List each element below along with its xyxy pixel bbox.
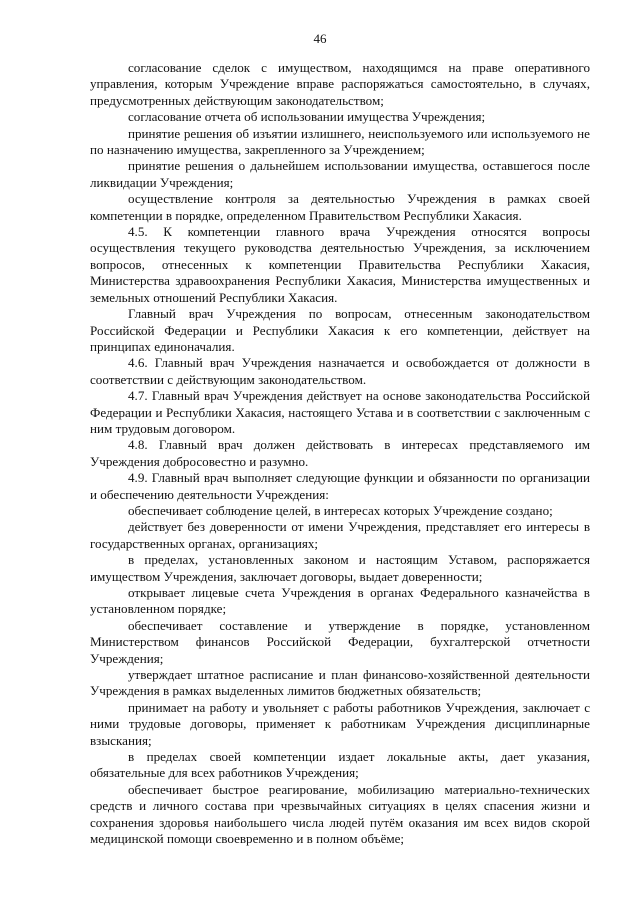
paragraph: согласование сделок с имуществом, находящимся на праве оперативного управления, которым Учреждение вправе распоряжаться самостоятельно, в случаях, предусмотренных действующим законодательством; [90,60,590,108]
paragraph: в пределах, установленных законом и настоящим Уставом, распоряжается имуществом Учреждения, заключает договоры, выдает доверенности; [90,552,590,584]
paragraph: принимает на работу и увольняет с работы работников Учреждения, заключает с ними трудовые договоры, применяет к работникам Учреждения дисциплинарные взыскания; [90,699,590,748]
paragraph: осуществление контроля за деятельностью Учреждения в рамках своей компетенции в порядке, определенном Правительством Республики Хакасия. [90,191,590,223]
paragraph: 4.8. Главный врач должен действовать в интересах представляемого им Учреждения добросовестно и разумно. [90,437,590,469]
document-body [90,60,590,848]
paragraph: 4.6. Главный врач Учреждения назначается и освобождается от должности в соответствии с действующим законодательством. [90,355,590,387]
paragraph: Главный врач Учреждения по вопросам, отнесенным законодательством Российской Федерации и Республики Хакасия к его компетенции, действует на принципах единоначалия. [90,306,590,354]
paragraph: принятие решения о дальнейшем использовании имущества, оставшегося после ликвидации Учреждения; [90,158,590,190]
page-number: 46 [313,31,327,46]
paragraph: в пределах своей компетенции издает локальные акты, дает указания, обязательные для всех работников Учреждения; [90,749,590,781]
paragraph: обеспечивает составление и утверждение в порядке, установленном Министерством финансов Российской Федерации, бухгалтерской отчетности Учреждения; [90,617,590,666]
paragraph: утверждает штатное расписание и план финансово-хозяйственной деятельности Учреждения в рамках выделенных лимитов бюджетных обязательств; [90,667,590,699]
paragraph: принятие решения об изъятии излишнего, неиспользуемого или используемого не по назначению имущества, закрепленного за Учреждением; [90,125,590,158]
paragraph: обеспечивает соблюдение целей, в интересах которых Учреждение создано; [128,502,553,518]
paragraph: действует без доверенности от имени Учреждения, представляет его интересы в государственных органах, организациях; [90,519,590,551]
paragraph: 4.9. Главный врач выполняет следующие функции и обязанности по организации и обеспечению деятельности Учреждения: [90,470,590,502]
paragraph: открывает лицевые счета Учреждения в органах Федерального казначейства в установленном порядке; [90,585,590,617]
paragraph: 4.7. Главный врач Учреждения действует на основе законодательства Российской Федерации и Республики Хакасия, настоящего Устава и в соответствии с заключенным с ним трудовым договором. [90,388,590,436]
paragraph: обеспечивает быстрое реагирование, мобилизацию материально-технических средств и личного состава при чрезвычайных ситуациях в целях спасения жизни и сохранения здоровья наибольшего числа людей путём оказания им всех видов скорой медицинской помощи своевременно и в полном объёме; [90,781,590,847]
paragraph: 4.5. К компетенции главного врача Учреждения относятся вопросы осуществления текущего руководства деятельностью Учреждения, за исключением вопросов, отнесенных к компетенции Правительства Республики Хакасия, Министерства здравоохранения Республики Хакасия, Министерства имущественных и земельных отношений Республики Хакасия. [90,224,590,305]
paragraph: согласование отчета об использовании имущества Учреждения; [128,109,486,125]
